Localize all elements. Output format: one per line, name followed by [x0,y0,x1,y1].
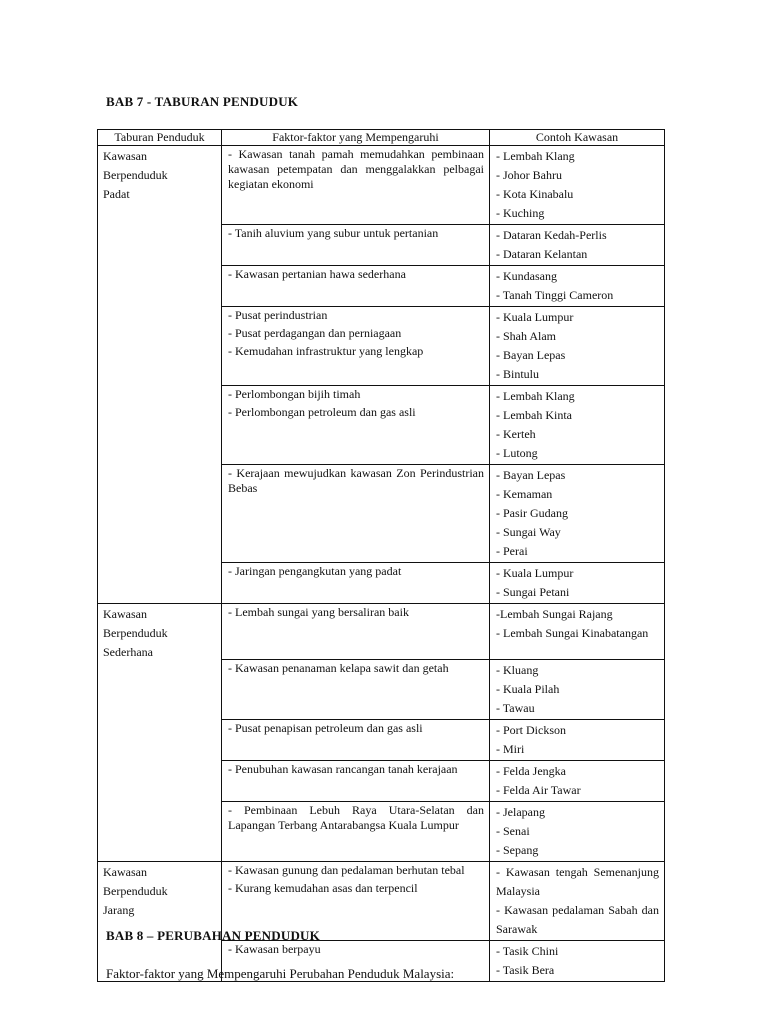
table-body [98,146,665,982]
example-item: - Perai [496,544,528,558]
example-item: - Kluang [496,663,539,677]
factor-item: - Kawasan pertanian hawa sederhana [228,267,406,281]
factor-item: - Pusat perdagangan dan perniagaan [228,326,402,340]
example-item: - Tasik Bera [496,963,555,977]
example-cell [490,146,665,225]
chapter-8-intro: Faktor-faktor yang Mempengaruhi Perubahan Penduduk Malaysia: [106,966,455,981]
category-line: Kawasan [103,149,147,163]
example-item: - Kuching [496,206,545,220]
category-line: Jarang [103,903,135,917]
example-cell [490,802,665,862]
example-item: - Tasik Chini [496,944,559,958]
example-cell [490,761,665,802]
example-item: - Kuala Pilah [496,682,560,696]
factor-cell [222,761,490,802]
factor-item: - Lembah sungai yang bersaliran baik [228,605,409,619]
factor-item: - Kemudahan infrastruktur yang lengkap [228,344,424,358]
example-cell [490,604,665,660]
factor-item: - Pusat penapisan petroleum dan gas asli [228,721,423,735]
example-item: - Sepang [496,843,539,857]
example-item: - Tanah Tinggi Cameron [496,288,614,302]
factor-item: - Kerajaan mewujudkan kawasan Zon Perindustrian Bebas [228,466,484,495]
factor-item: - Tanih aluvium yang subur untuk pertanian [228,226,439,240]
example-item: - Kota Kinabalu [496,187,574,201]
example-cell [490,563,665,604]
example-item: - Kawasan pedalaman Sabah dan Sarawak [496,903,659,936]
category-line: Sederhana [103,645,153,659]
example-item: - Sungai Petani [496,585,570,599]
example-item: - Sungai Way [496,525,561,539]
example-item: - Lembah Sungai Kinabatangan [496,626,649,640]
example-item: - Bayan Lepas [496,468,566,482]
example-item: - Dataran Kelantan [496,247,588,261]
example-item: - Senai [496,824,530,838]
factor-item: - Penubuhan kawasan rancangan tanah kerajaan [228,762,458,776]
chapter-8-heading: BAB 8 – PERUBAHAN PENDUDUK [106,928,320,943]
table-row [98,604,665,660]
chapter-7-heading: BAB 7 - TABURAN PENDUDUK [106,94,299,109]
example-item: - Lutong [496,446,538,460]
example-item: -Lembah Sungai Rajang [496,607,613,621]
category-line: Berpenduduk [103,884,168,898]
factor-cell [222,660,490,720]
category-line: Kawasan [103,607,147,621]
example-item: - Shah Alam [496,329,556,343]
example-item: - Kawasan tengah Semenanjung Malaysia [496,865,659,898]
example-item: - Lembah Kinta [496,408,572,422]
example-cell [490,266,665,307]
header-distribution: Taburan Penduduk [98,130,222,146]
example-item: - Kundasang [496,269,557,283]
factor-item: - Kawasan tanah pamah memudahkan pembinaan kawasan petempatan dan menggalakkan pelbagai kegiatan ekonomi [228,147,484,191]
example-item: - Port Dickson [496,723,566,737]
factor-item: - Kawasan penanaman kelapa sawit dan getah [228,661,449,675]
example-item: - Kuala Lumpur [496,310,574,324]
example-cell [490,720,665,761]
factor-cell [222,225,490,266]
example-cell [490,862,665,941]
factor-cell [222,465,490,563]
header-examples: Contoh Kawasan [490,130,665,146]
example-item: - Miri [496,742,525,756]
category-cell [98,862,222,982]
example-item: - Jelapang [496,805,545,819]
factor-item: - Pusat perindustrian [228,308,328,322]
example-item: - Felda Air Tawar [496,783,581,797]
example-item: - Bintulu [496,367,540,381]
factor-item: - Perlombongan bijih timah [228,387,361,401]
factor-cell [222,604,490,660]
example-item: - Tawau [496,701,535,715]
example-cell [490,465,665,563]
example-cell [490,307,665,386]
factor-item: - Kurang kemudahan asas dan terpencil [228,881,418,895]
factor-cell [222,802,490,862]
factor-cell [222,146,490,225]
example-item: - Kuala Lumpur [496,566,574,580]
factor-cell [222,563,490,604]
factor-item: - Kawasan berpayu [228,942,321,956]
factor-item: - Pembinaan Lebuh Raya Utara-Selatan dan Lapangan Terbang Antarabangsa Kuala Lumpur [228,803,484,832]
example-cell [490,660,665,720]
example-item: - Lembah Klang [496,149,575,163]
example-item: - Lembah Klang [496,389,575,403]
factor-cell [222,386,490,465]
example-item: - Bayan Lepas [496,348,566,362]
factor-cell [222,720,490,761]
header-factors: Faktor-faktor yang Mempengaruhi [222,130,490,146]
example-cell [490,386,665,465]
factor-item: - Jaringan pengangkutan yang padat [228,564,402,578]
factor-cell [222,266,490,307]
category-line: Padat [103,187,130,201]
example-item: - Kemaman [496,487,553,501]
category-cell [98,146,222,604]
factor-cell [222,307,490,386]
category-line: Berpenduduk [103,168,168,182]
example-item: - Johor Bahru [496,168,562,182]
example-item: - Kerteh [496,427,536,441]
example-item: - Dataran Kedah-Perlis [496,228,607,242]
category-line: Kawasan [103,865,147,879]
factor-item: - Kawasan gunung dan pedalaman berhutan tebal [228,863,465,877]
category-cell [98,604,222,862]
category-line: Berpenduduk [103,626,168,640]
example-cell [490,225,665,266]
table-header-row [98,130,665,146]
example-cell [490,941,665,982]
example-item: - Felda Jengka [496,764,566,778]
factor-item: - Perlombongan petroleum dan gas asli [228,405,416,419]
example-item: - Pasir Gudang [496,506,568,520]
table-row [98,146,665,225]
population-distribution-table [97,129,665,982]
